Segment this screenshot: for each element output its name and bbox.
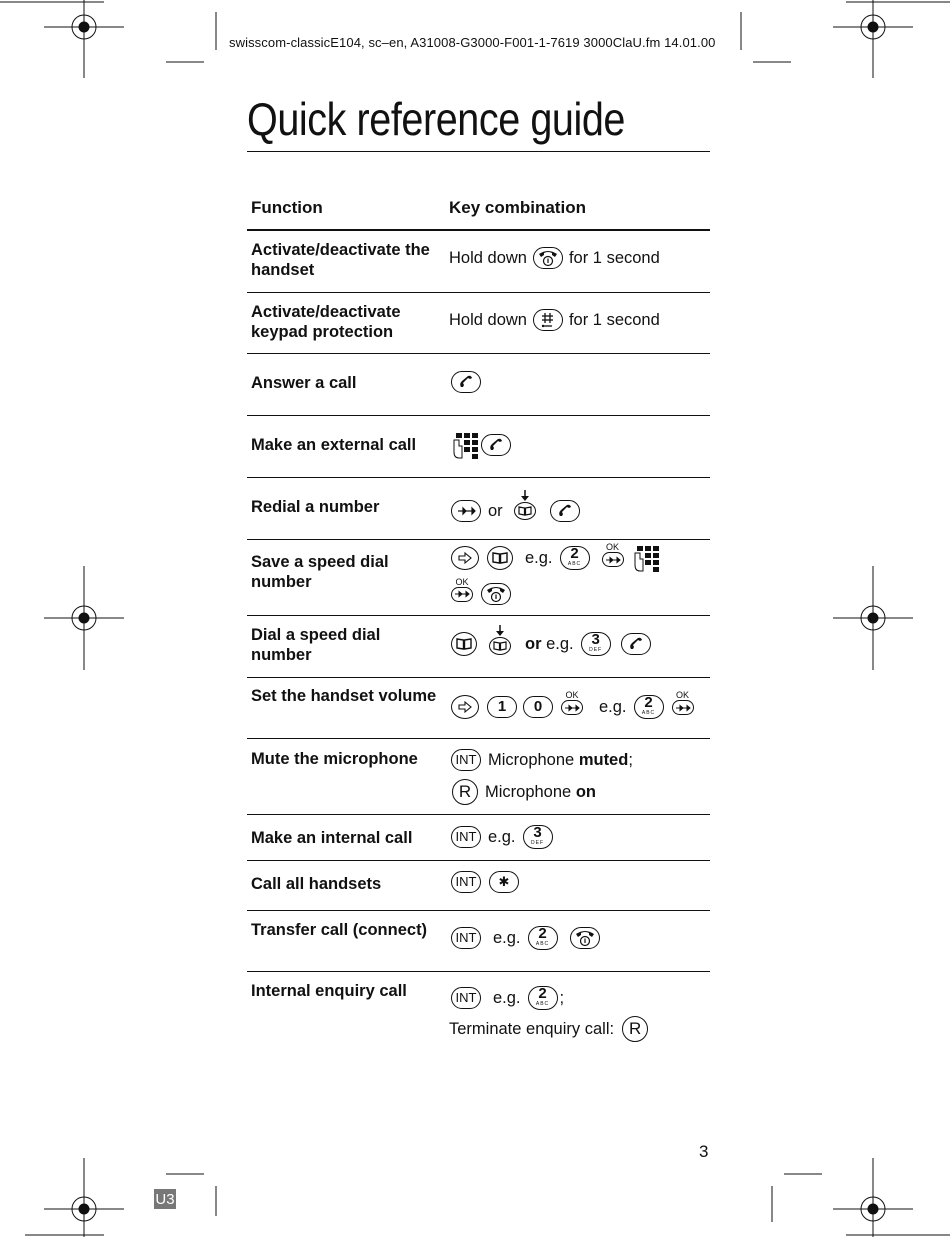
- row-divider: [247, 971, 710, 972]
- function-label: Call all handsets: [251, 875, 382, 893]
- key-combination: [449, 871, 521, 893]
- column-header-keys: Key combination: [449, 198, 586, 217]
- key-combination: [449, 247, 660, 269]
- function-label: Activate/deactivate the handset: [251, 241, 430, 279]
- page-number: 3: [699, 1142, 709, 1161]
- key-combination: [449, 926, 602, 950]
- instruction-text: Hold down: [449, 249, 527, 267]
- key-combination: INT e.g. 2 ABC ;: [449, 986, 564, 1010]
- key-combination: [449, 432, 513, 458]
- function-label: Set the handset volume: [251, 687, 437, 705]
- phonebook-key-icon: [489, 637, 511, 655]
- phonebook-key-icon: [514, 502, 536, 520]
- menu-arrow-key-icon: [451, 695, 479, 719]
- key-combination: [449, 488, 582, 522]
- mic-state-muted: muted: [578, 751, 629, 769]
- ok-key-icon: OK: [600, 543, 626, 567]
- function-label: Make an internal call: [251, 829, 413, 847]
- column-header-function: Function: [251, 198, 323, 217]
- function-label: Answer a call: [251, 374, 357, 392]
- keypad-hand-icon: [452, 432, 476, 458]
- terminate-text: Terminate enquiry call:: [449, 1020, 615, 1038]
- redial-arrow-key-icon: [451, 500, 481, 522]
- end-call-key-icon: [533, 247, 563, 269]
- digit-2-key: 2 ABC: [528, 986, 558, 1010]
- eg-text: e.g.: [488, 828, 516, 846]
- row-divider: [247, 477, 710, 478]
- file-meta-header: swisscom-classicE104, sc–en, A31008-G3000-F001-1-7619 3000ClaU.fm 14.01.00: [229, 35, 716, 50]
- int-key: INT: [451, 826, 481, 848]
- phonebook-key-icon: [451, 632, 477, 656]
- function-label: Dial a speed dial number: [251, 626, 381, 664]
- down-arrow-icon: [495, 625, 505, 637]
- int-key: INT: [451, 749, 481, 771]
- key-combination-line2: [449, 1016, 650, 1042]
- digit-2-key: 2 ABC: [634, 695, 664, 719]
- down-arrow-icon: [520, 490, 530, 502]
- eg-text: e.g.: [546, 635, 574, 653]
- key-combination: [449, 309, 660, 331]
- instruction-text: for 1 second: [568, 311, 660, 329]
- digit-3-key: 3 DEF: [523, 825, 553, 849]
- int-key: INT: [451, 987, 481, 1009]
- row-divider: [247, 738, 710, 739]
- talk-key-icon: [621, 633, 651, 655]
- title-rule: [247, 151, 710, 152]
- row-divider: [247, 910, 710, 911]
- talk-key-icon: [481, 434, 511, 456]
- ok-key-icon: OK: [559, 691, 585, 715]
- row-divider: [247, 539, 710, 540]
- mic-text: Microphone: [485, 783, 576, 801]
- star-key: ✱: [489, 871, 519, 893]
- mic-state-on: on: [575, 783, 596, 801]
- eg-text: e.g.: [493, 989, 521, 1007]
- row-divider: [247, 677, 710, 678]
- key-combination: [449, 825, 555, 849]
- key-combination: INT Microphone muted;: [449, 749, 638, 771]
- row-divider: [247, 814, 710, 815]
- phonebook-down-key: [512, 490, 538, 520]
- function-label: Activate/deactivate keypad protection: [251, 303, 401, 341]
- page-tag: U3: [155, 1190, 175, 1208]
- hash-lock-key-icon: [533, 309, 563, 331]
- digit-2-key: 2 ABC: [528, 926, 558, 950]
- talk-key-icon: [451, 371, 481, 393]
- key-combination-line2: [449, 574, 513, 605]
- key-combination: [449, 371, 483, 393]
- digit-2-key: 2 ABC: [560, 546, 590, 570]
- function-label: Internal enquiry call: [251, 982, 407, 1000]
- key-combination-line2: [449, 779, 601, 805]
- r-key: R: [452, 779, 478, 805]
- row-divider: [247, 415, 710, 416]
- function-label: Transfer call (connect): [251, 921, 428, 939]
- ok-key-icon: OK: [670, 691, 696, 715]
- key-combination: [449, 687, 700, 719]
- ok-key-icon: OK: [449, 578, 475, 602]
- end-call-key-icon: [481, 583, 511, 605]
- row-divider: [247, 615, 710, 616]
- row-divider: [247, 292, 710, 293]
- function-label: Make an external call: [251, 436, 417, 454]
- r-key: R: [622, 1016, 648, 1042]
- instruction-text: Hold down: [449, 311, 527, 329]
- or-text: or: [488, 502, 503, 520]
- keypad-hand-icon: [633, 545, 657, 571]
- digit-0-key: 0: [523, 696, 553, 718]
- menu-arrow-key-icon: [451, 546, 479, 570]
- header-rule: [247, 229, 710, 231]
- int-key: INT: [451, 927, 481, 949]
- row-divider: [247, 860, 710, 861]
- eg-text: e.g.: [493, 929, 521, 947]
- talk-key-icon: [550, 500, 580, 522]
- int-key: INT: [451, 871, 481, 893]
- key-combination: [449, 542, 660, 571]
- instruction-text: for 1 second: [568, 249, 660, 267]
- mic-text: Microphone: [488, 751, 579, 769]
- phonebook-key-icon: [487, 546, 513, 570]
- digit-1-key: 1: [487, 696, 517, 718]
- row-divider: [247, 353, 710, 354]
- function-label: Redial a number: [251, 498, 380, 516]
- page-title: Quick reference guide: [247, 93, 625, 145]
- key-combination: [449, 624, 653, 656]
- end-call-key-icon: [570, 927, 600, 949]
- phonebook-down-key: [487, 625, 513, 655]
- digit-3-key: 3 DEF: [581, 632, 611, 656]
- eg-text: e.g.: [525, 549, 553, 567]
- function-label: Save a speed dial number: [251, 553, 389, 591]
- function-label: Mute the microphone: [251, 750, 418, 768]
- or-text: or: [525, 635, 542, 653]
- eg-text: e.g.: [599, 698, 627, 716]
